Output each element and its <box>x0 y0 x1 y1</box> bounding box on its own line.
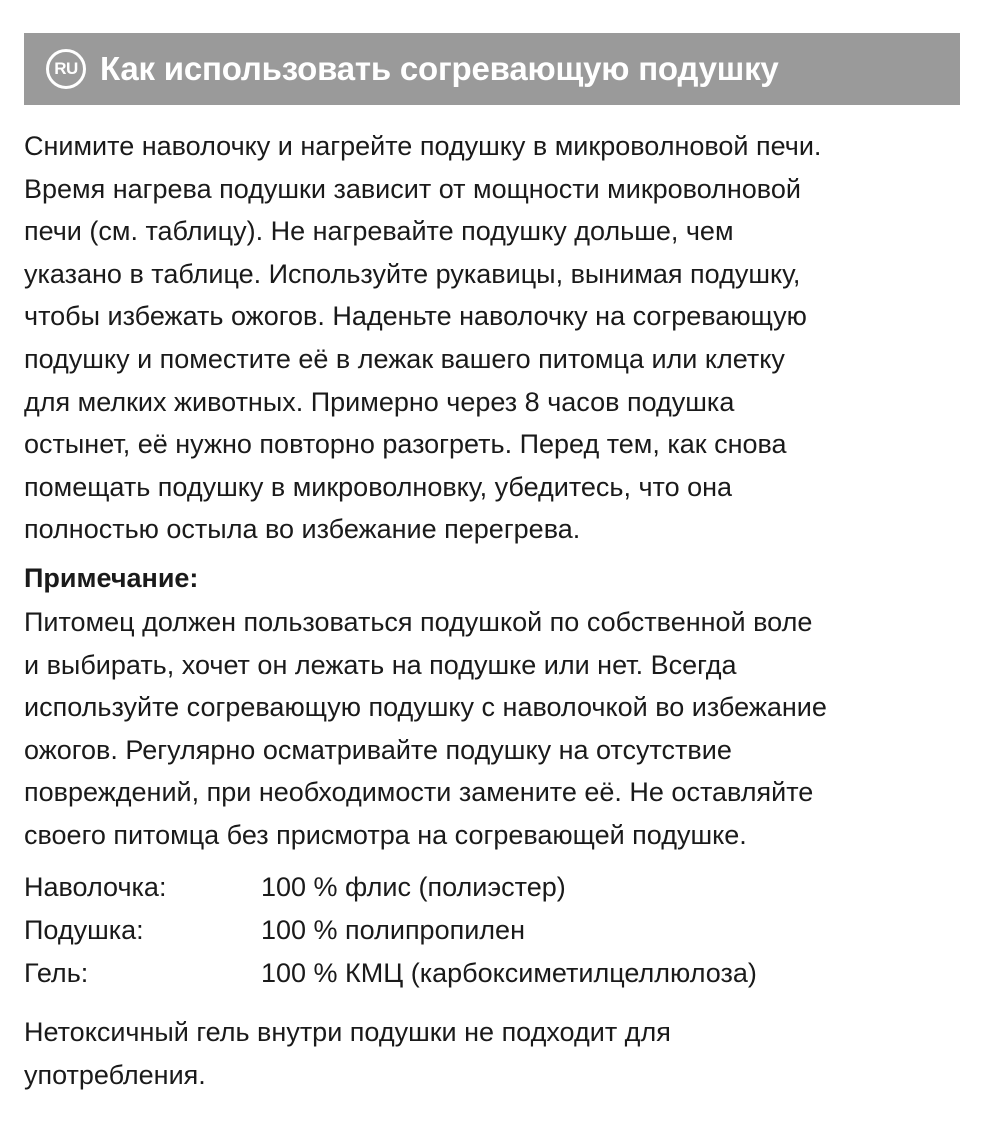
material-row <box>24 909 757 952</box>
material-label: Наволочка: <box>24 872 167 902</box>
intro-line: Снимите наволочку и нагрейте подушку в микроволновой печи. <box>24 131 822 161</box>
note-heading: Примечание: <box>24 563 199 593</box>
material-row <box>24 866 757 909</box>
section-header <box>24 33 960 105</box>
note-line: Питомец должен пользоваться подушкой по собственной воле <box>24 607 813 637</box>
intro-line: для мелких животных. Примерно через 8 часов подушка <box>24 386 735 417</box>
section-title: Как использовать согревающую подушку <box>100 50 779 87</box>
materials-list <box>24 866 757 995</box>
intro-line: Время нагрева подушки зависит от мощности микроволновой <box>24 173 801 204</box>
intro-paragraph <box>24 125 974 551</box>
material-label: Гель: <box>24 958 89 988</box>
note-line: и выбирать, хочет он лежать на подушке или нет. Всегда <box>24 649 737 680</box>
note-line: ожогов. Регулярно осматривайте подушку на отсутствие <box>24 734 732 765</box>
material-value: 100 % КМЦ (карбоксиметилцеллюлоза) <box>261 958 757 988</box>
intro-line: остынет, её нужно повторно разогреть. Перед тем, как снова <box>24 429 787 460</box>
language-badge-icon: RU <box>46 49 86 89</box>
note-line: своего питомца без присмотра на согревающей подушке. <box>24 819 747 850</box>
note-paragraph <box>24 601 974 857</box>
note-line: используйте согревающую подушку с наволочкой во избежание <box>24 692 827 723</box>
intro-line: указано в таблице. Используйте рукавицы, вынимая подушку, <box>24 258 801 289</box>
intro-line: помещать подушку в микроволновку, убедитесь, что она <box>24 471 733 502</box>
intro-line: чтобы избежать ожогов. Наденьте наволочку на согревающую <box>24 301 807 332</box>
closing-line: употребления. <box>24 1059 206 1090</box>
material-row <box>24 952 757 995</box>
intro-line: печи (см. таблицу). Не нагревайте подушку дольше, чем <box>24 216 734 247</box>
intro-line: подушку и поместите её в лежак вашего питомца или клетку <box>24 343 785 374</box>
material-value: 100 % флис (полиэстер) <box>261 872 566 902</box>
closing-line: Нетоксичный гель внутри подушки не подходит для <box>24 1017 671 1047</box>
closing-paragraph <box>24 1011 974 1096</box>
note-line: повреждений, при необходимости замените её. Не оставляйте <box>24 777 814 808</box>
material-label: Подушка: <box>24 915 144 945</box>
material-value: 100 % полипропилен <box>261 915 525 945</box>
intro-line: полностью остыла во избежание перегрева. <box>24 514 581 545</box>
